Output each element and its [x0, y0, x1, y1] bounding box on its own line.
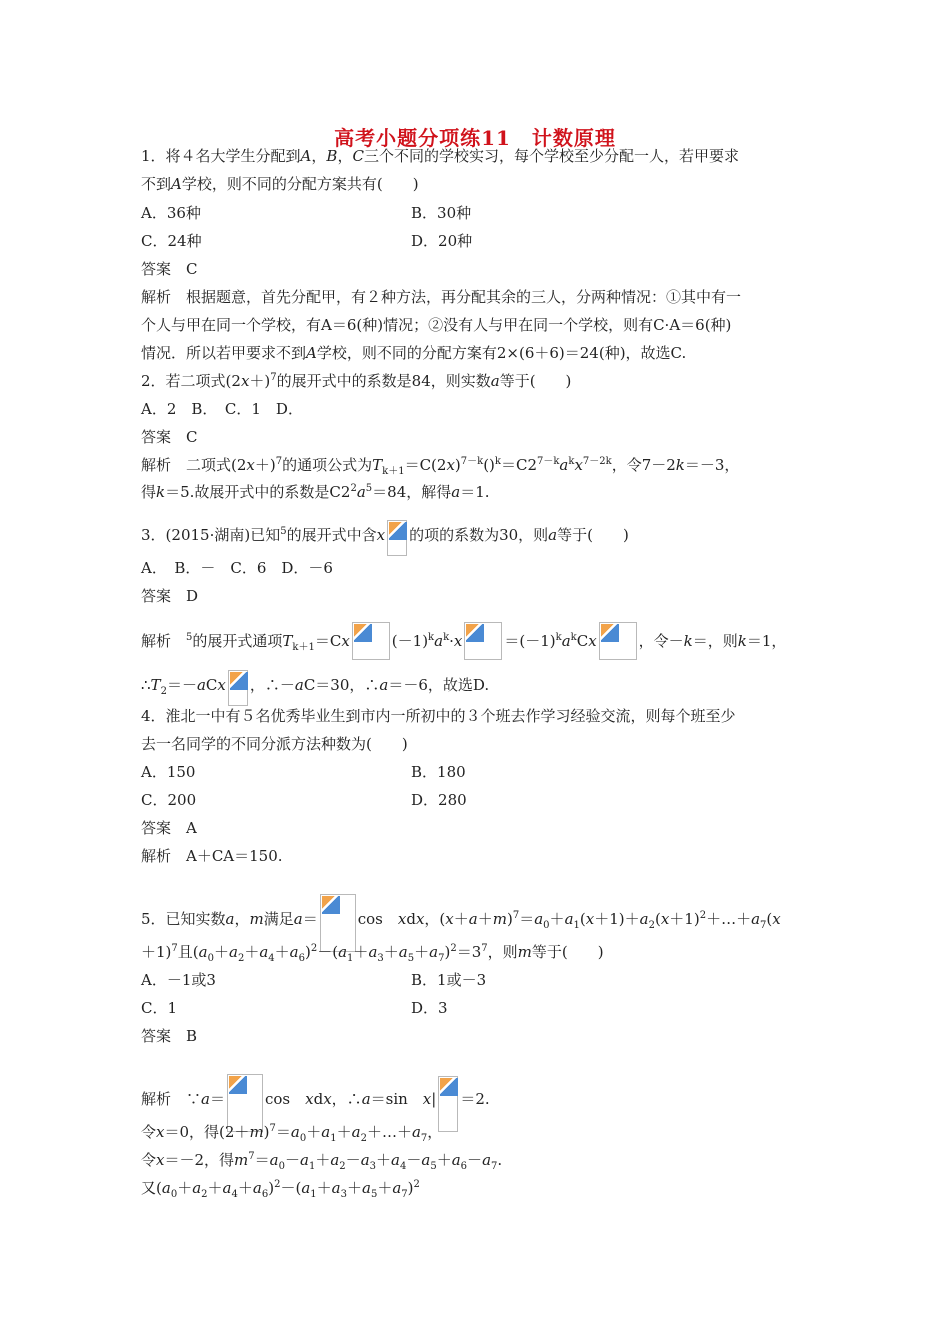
q4-solution: 解析 A＋CA＝150.: [141, 847, 283, 865]
q5-solution-line2: 令x＝0，得$(2+m)^7=a_0+a_1+a_2+\dots+a_7$，: [141, 1123, 443, 1144]
broken-image-icon: [228, 670, 248, 706]
q2-solution-line2: 得k＝5.故展开式中的系数是$C2^2a^5=84$，解得a＝1.: [141, 483, 490, 501]
q1-solution-line1: 解析 根据题意，首先分配甲，有２种方法，再分配其余的三人，分两种情况：①其中有一: [141, 288, 742, 306]
broken-image-icon: [352, 622, 390, 660]
q2-stem: 2．若二项式$(2x+)^7$的展开式中的系数是84，则实数a等于( ): [141, 372, 572, 390]
q5-option-d: D．3: [411, 999, 448, 1017]
q4-option-a: A．150: [141, 763, 196, 781]
q3-answer: 答案 D: [141, 587, 199, 605]
broken-image-icon: [387, 520, 407, 556]
q5-answer: 答案 B: [141, 1027, 198, 1045]
q5-solution-line1: 解析 ∵a＝ cos xdx，∴a＝sin x| ＝2.: [141, 1074, 821, 1132]
q5-stem-line2: ＋1)$^7$且$(a_0+a_2+a_4+a_6)^2-(a_1+a_3+a_5+a_7)^2=3^7$，则m等于( ): [141, 943, 604, 964]
broken-image-icon: [464, 622, 502, 660]
q5-option-c: C．1: [141, 999, 178, 1017]
q4-stem-line2: 去一名同学的不同分派方法种数为( ): [141, 735, 408, 753]
q5-solution-line4: 又$(a_0+a_2+a_4+a_6)^2-(a_1+a_3+a_5+a_7)^2$: [141, 1179, 420, 1200]
q5-stem-line1: 5．已知实数a，m满足a＝ cos xdx，$(x+a+m)^7=a_0+a_1(x+1)+a_2(x+1)^2+\dots+a_7(x$: [141, 894, 821, 952]
q1-option-d: D．20种: [411, 232, 473, 250]
q5-option-b: B．1或－3: [411, 971, 487, 989]
broken-image-icon: [599, 622, 637, 660]
q4-option-b: B．180: [411, 763, 466, 781]
q3-options: A． B．－ C．6 D．－6: [141, 559, 333, 577]
q2-answer: 答案 C: [141, 428, 198, 446]
q4-option-c: C．200: [141, 791, 197, 809]
q3-stem: 3．(2015·湖南)已知$^5$的展开式中含x 的项的系数为30，则a等于( ): [141, 520, 821, 556]
q3-solution-line2: $\therefore T_2=-aCx$ ，∴－aC＝30，∴a＝－6，故选D.: [141, 670, 821, 706]
q1-option-a: A．36种: [141, 204, 201, 222]
q1-solution-line2: 个人与甲在同一个学校，有A＝6(种)情况；②没有人与甲在同一个学校，则有C·A＝6(种): [141, 316, 732, 334]
q2-solution-line1: 解析 二项式$(2x+)^7$的通项公式为$T_{k+1}=C(2x)^{7-k}()^k=C2^{7-k}a^kx^{7-2k}$，令7－2k＝－3，: [141, 456, 740, 477]
q5-solution-line3: 令x＝－2，得$m^7=a_0-a_1+a_2-a_3+a_4-a_5+a_6-a_7$.: [141, 1151, 503, 1172]
q1-solution-line3: 情况．所以若甲要求不到A学校，则不同的分配方案有2×(6＋6)＝24(种)，故选C.: [141, 344, 687, 362]
q1-stem-line2: 不到A学校，则不同的分配方案共有( ): [141, 175, 419, 193]
q4-option-d: D．280: [411, 791, 467, 809]
q1-option-c: C．24种: [141, 232, 202, 250]
q1-answer: 答案 C: [141, 260, 198, 278]
q1-stem-line1: 1．将４名大学生分配到A，B，C三个不同的学校实习，每个学校至少分配一人，若甲要求: [141, 147, 739, 165]
q3-solution-line1: 解析 $^5$的展开式通项$T_{k+1}=Cx$ $(-1)^ka^k\cdot x$ $=(-1)^ka^kCx$ ，令－k＝，则k＝1，: [141, 622, 821, 660]
q5-option-a: A．－1或3: [141, 971, 216, 989]
q4-answer: 答案 A: [141, 819, 197, 837]
q2-options: A．2 B． C．1 D．: [141, 400, 303, 418]
page-title: 高考小题分项练11 计数原理: [334, 126, 616, 150]
q1-option-b: B．30种: [411, 204, 472, 222]
q4-stem-line1: 4．淮北一中有５名优秀毕业生到市内一所初中的３个班去作学习经验交流，则每个班至少: [141, 707, 736, 725]
